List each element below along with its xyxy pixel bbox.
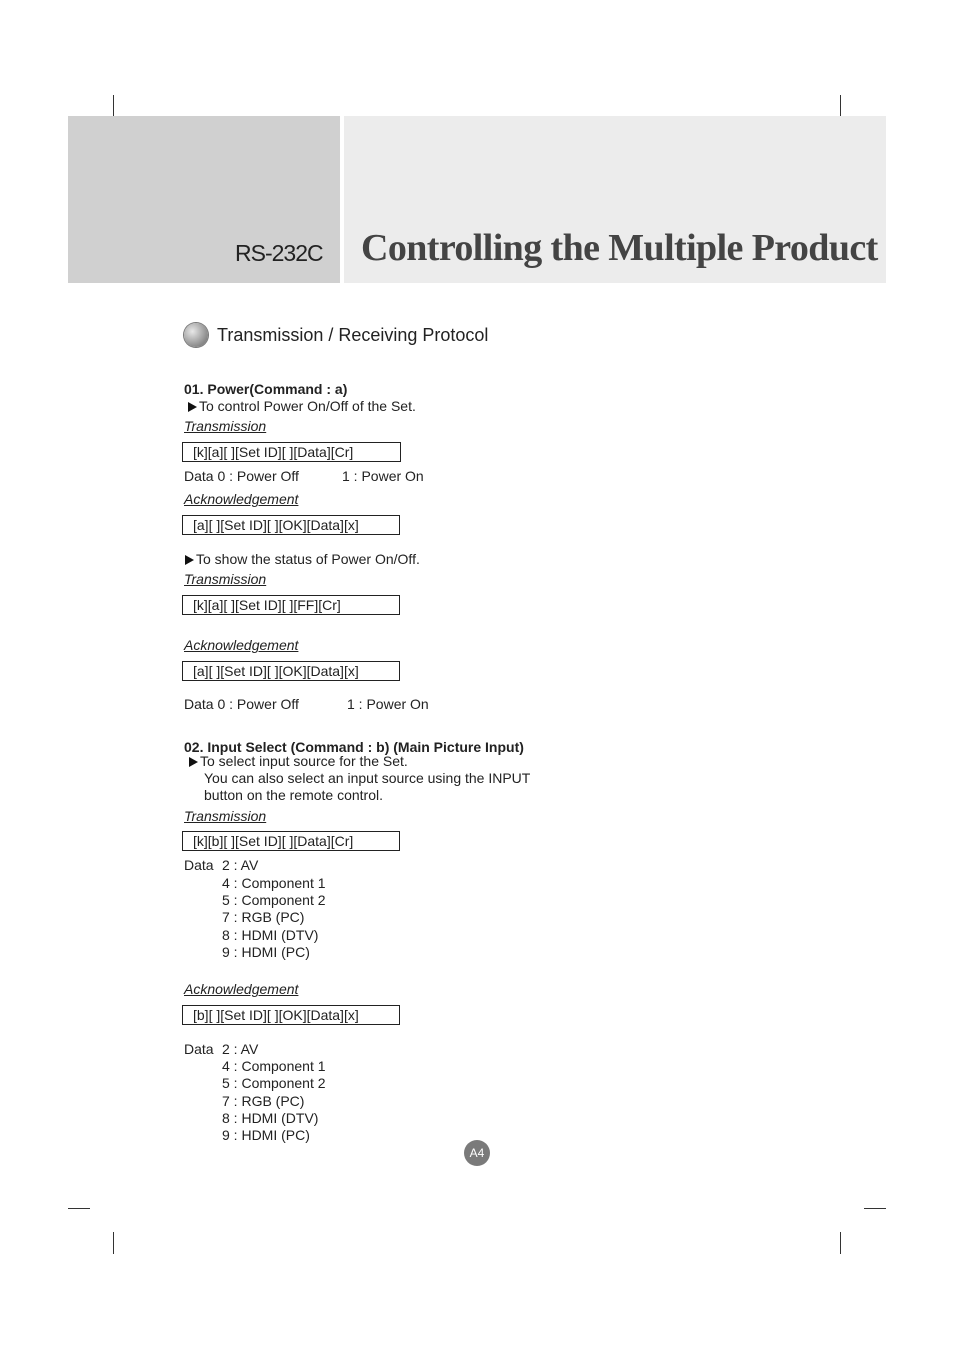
- power-bullet-2-text: To show the status of Power On/Off.: [196, 551, 420, 567]
- input-data-label: Data: [184, 857, 214, 873]
- power-status-ack-box: [a][ ][Set ID][ ][OK][Data][x]: [182, 661, 400, 681]
- ack-label: Acknowledgement: [184, 981, 299, 997]
- triangle-bullet-icon: [189, 757, 198, 767]
- input-ack-option: 8 : HDMI (DTV): [222, 1110, 319, 1126]
- input-option: 8 : HDMI (DTV): [222, 927, 319, 943]
- input-heading: 02. Input Select (Command : b) (Main Picture Input): [184, 739, 524, 755]
- power-data-on: 1 : Power On: [347, 696, 429, 712]
- input-ack-box: [b][ ][Set ID][ ][OK][Data][x]: [182, 1005, 400, 1025]
- crop-mark: [840, 1232, 841, 1254]
- crop-mark: [864, 1208, 886, 1209]
- page-number-badge: A4: [464, 1140, 490, 1166]
- triangle-bullet-icon: [188, 402, 197, 412]
- input-bullet-line-2: You can also select an input source using the INPUT: [204, 770, 531, 786]
- power-tx-box: [k][a][ ][Set ID][ ][Data][Cr]: [182, 442, 401, 462]
- triangle-bullet-icon: [185, 555, 194, 565]
- page-title: Controlling the Multiple Product: [361, 227, 878, 269]
- input-ack-data-label: Data: [184, 1041, 214, 1057]
- input-bullet-line-3: button on the remote control.: [204, 787, 383, 803]
- input-ack-option: 5 : Component 2: [222, 1075, 326, 1091]
- power-bullet-2: [185, 551, 420, 568]
- power-heading: 01. Power(Command : a): [184, 381, 348, 397]
- input-tx-box: [k][b][ ][Set ID][ ][Data][Cr]: [182, 831, 400, 851]
- section-bullet-icon: [184, 323, 208, 347]
- power-data-off: Data 0 : Power Off: [184, 696, 299, 712]
- input-option: 2 : AV: [222, 857, 259, 873]
- input-ack-option: 7 : RGB (PC): [222, 1093, 305, 1109]
- input-option: 5 : Component 2: [222, 892, 326, 908]
- crop-mark: [113, 1232, 114, 1254]
- input-ack-option: 2 : AV: [222, 1041, 259, 1057]
- power-data-off: Data 0 : Power Off: [184, 468, 299, 484]
- input-option: 9 : HDMI (PC): [222, 944, 310, 960]
- crop-mark: [113, 95, 114, 117]
- power-bullet-1-text: To control Power On/Off of the Set.: [199, 398, 416, 414]
- transmission-label: Transmission: [184, 808, 267, 824]
- power-bullet-1: [188, 398, 416, 415]
- transmission-label: Transmission: [184, 571, 267, 587]
- transmission-label: Transmission: [184, 418, 267, 434]
- crop-mark: [68, 1208, 90, 1209]
- input-option: 4 : Component 1: [222, 875, 326, 891]
- power-ack-box: [a][ ][Set ID][ ][OK][Data][x]: [182, 515, 400, 535]
- input-ack-option: 9 : HDMI (PC): [222, 1127, 310, 1143]
- input-bullet: [189, 753, 408, 770]
- input-bullet-line-1: To select input source for the Set.: [200, 753, 408, 769]
- header-rs232c: RS-232C: [235, 240, 323, 266]
- input-option: 7 : RGB (PC): [222, 909, 305, 925]
- power-data-on: 1 : Power On: [342, 468, 424, 484]
- ack-label: Acknowledgement: [184, 637, 299, 653]
- ack-label: Acknowledgement: [184, 491, 299, 507]
- input-ack-option: 4 : Component 1: [222, 1058, 326, 1074]
- power-status-tx-box: [k][a][ ][Set ID][ ][FF][Cr]: [182, 595, 400, 615]
- crop-mark: [840, 95, 841, 117]
- section-title: Transmission / Receiving Protocol: [217, 325, 489, 345]
